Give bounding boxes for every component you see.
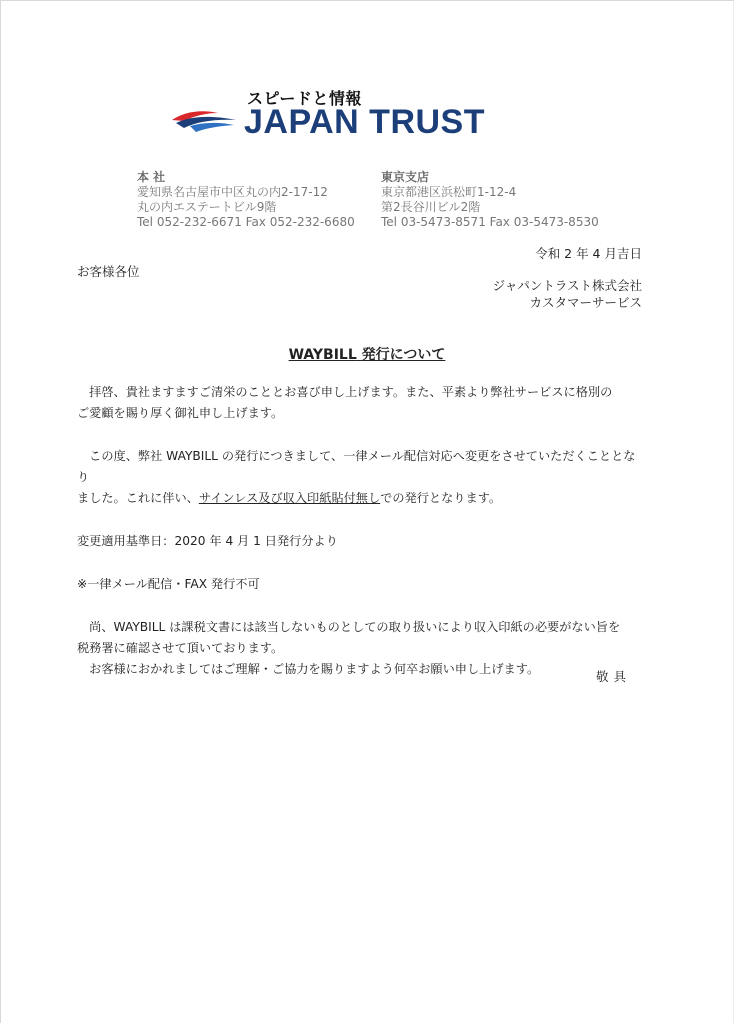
signless-no-stamp-underlined: サインレス及び収入印紙貼付無し — [198, 491, 381, 505]
paragraph-2-text-b: での発行となります。 — [380, 491, 502, 505]
paragraph-1-line-1: 拝啓、貴社ますますご清栄のこととお喜び申し上げます。また、平素より弊社サービスに格別の — [77, 385, 613, 399]
head-office-info — [137, 170, 355, 230]
sender-block — [493, 277, 642, 311]
head-office-title: 本 社 — [137, 170, 166, 184]
letter-body — [77, 382, 647, 680]
sender-company: ジャパントラスト株式会社 — [492, 278, 642, 293]
logo-company-name: JAPAN TRUST — [244, 103, 485, 141]
delivery-note: ※一律メール配信・FAX 発行不可 — [77, 577, 260, 591]
paragraph-2-line-2 — [77, 488, 647, 509]
head-office-address2: 丸の内エステートビル9階 — [137, 200, 277, 214]
paragraph-3-line-1: 尚、WAYBILL は課税文書には該当しないものとしての取り扱いにより収入印紙の必要がない旨を — [77, 620, 621, 634]
spacer — [77, 424, 647, 446]
paragraph-2-line-1: この度、弊社 WAYBILL の発行につきまして、一律メール配信対応へ変更をさせていただくこととなり — [77, 449, 636, 484]
sender-department: カスタマーサービス — [529, 295, 642, 310]
paragraph-3-line-3: お客様におかれましてはご理解・ご協力を賜りますよう何卒お願い申し上げます。 — [77, 662, 540, 676]
spacer — [77, 595, 647, 617]
tokyo-branch-title: 東京支店 — [381, 170, 430, 184]
spacer — [77, 509, 647, 531]
subject-rest: 発行について — [361, 347, 446, 363]
company-logo — [170, 86, 560, 146]
paragraph-1-line-2: ご愛顧を賜り厚く御礼申し上げます。 — [77, 406, 284, 420]
letter-date: 令和 2 年 4 月吉日 — [535, 246, 642, 261]
subject-waybill: WAYBILL — [288, 347, 357, 363]
effective-date: 変更適用基準日：2020 年 4 月 1 日発行分より — [77, 534, 338, 548]
swoosh-logo-icon — [170, 106, 242, 134]
tokyo-branch-info — [381, 170, 599, 230]
tokyo-branch-address1: 東京都港区浜松町1-12-4 — [381, 185, 517, 199]
letter-subject — [0, 344, 734, 364]
head-office-address1: 愛知県名古屋市中区丸の内2-17-12 — [137, 185, 328, 199]
paragraph-3-line-2: 税務署に確認させて頂いております。 — [77, 641, 284, 655]
tokyo-branch-address2: 第2長谷川ビル2階 — [381, 200, 481, 214]
spacer — [77, 552, 647, 574]
closing-keigu: 敬具 — [596, 669, 632, 684]
logo-tagline: スピードと情報 — [247, 89, 362, 108]
head-office-phone: Tel 052-232-6671 Fax 052-232-6680 — [137, 215, 355, 229]
tokyo-branch-phone: Tel 03-5473-8571 Fax 03-5473-8530 — [381, 215, 599, 229]
recipient: お客様各位 — [77, 264, 140, 279]
paragraph-2-text-a: ました。これに伴い、 — [77, 491, 199, 505]
